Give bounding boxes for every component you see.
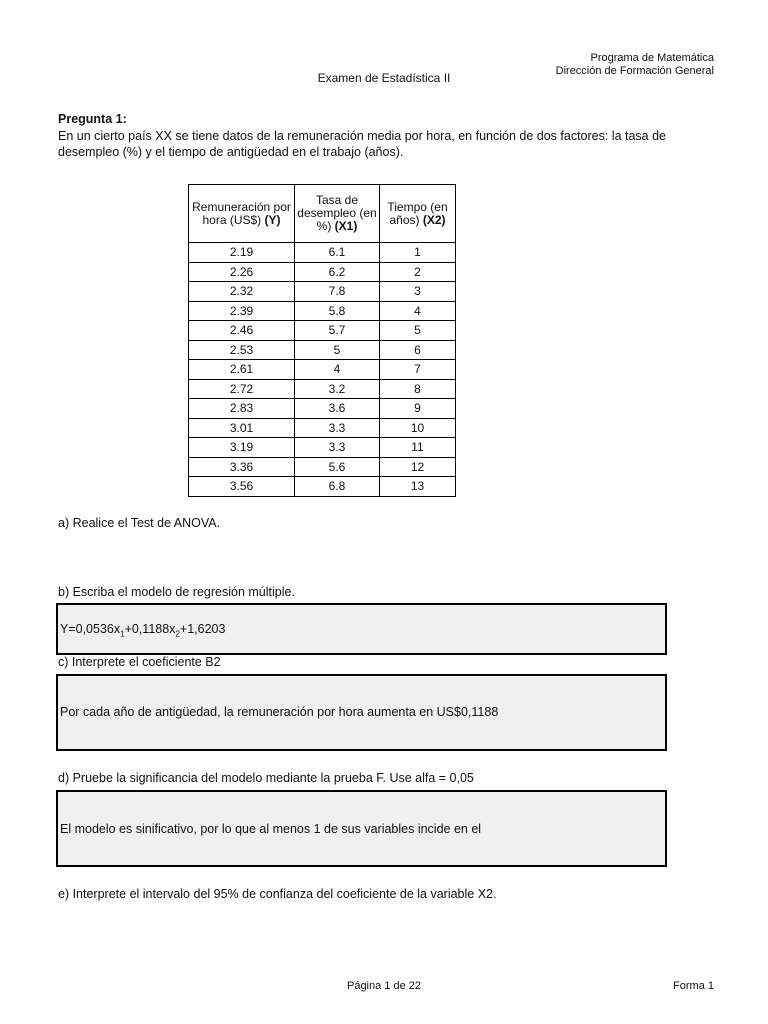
cell-x2: 9: [380, 399, 456, 419]
table-row: [189, 321, 456, 341]
part-a-prompt: a) Realice el Test de ANOVA.: [58, 516, 221, 530]
cell-x1: 6.8: [295, 477, 380, 497]
table-row: [189, 262, 456, 282]
form-label: Forma 1: [673, 980, 714, 992]
cell-x1: 5.8: [295, 301, 380, 321]
table-header-row: [189, 185, 456, 243]
program-name: Programa de Matemática: [590, 52, 714, 64]
table-row: [189, 243, 456, 263]
cell-x1: 6.2: [295, 262, 380, 282]
table-row: [189, 282, 456, 302]
cell-x1: 3.3: [295, 418, 380, 438]
table-row: [189, 418, 456, 438]
cell-x1: 6.1: [295, 243, 380, 263]
part-e-prompt: e) Interprete el intervalo del 95% de confianza del coeficiente de la variable X2.: [58, 887, 497, 901]
cell-x2: 8: [380, 379, 456, 399]
cell-x1: 5.6: [295, 457, 380, 477]
cell-x1: 3.6: [295, 399, 380, 419]
cell-x2: 5: [380, 321, 456, 341]
cell-y: 3.36: [189, 457, 295, 477]
cell-y: 3.19: [189, 438, 295, 458]
exam-title: Examen de Estadística II: [317, 71, 451, 85]
table-row: [189, 301, 456, 321]
part-d-answer: El modelo es sinificativo, por lo que al menos 1 de sus variables incide en el: [60, 822, 482, 836]
cell-y: 2.19: [189, 243, 295, 263]
cell-x1: 5.7: [295, 321, 380, 341]
header-tasa-desempleo: Tasa de desempleo (en %) (X1): [295, 185, 380, 243]
table-row: [189, 360, 456, 380]
part-b-answer-box[interactable]: [56, 603, 667, 655]
cell-y: 2.32: [189, 282, 295, 302]
cell-y: 2.39: [189, 301, 295, 321]
direction-name: Dirección de Formación General: [555, 65, 714, 77]
part-c-answer-box[interactable]: [56, 674, 667, 751]
cell-x1: 3.2: [295, 379, 380, 399]
part-b-prompt: b) Escriba el modelo de regresión múltiple.: [58, 585, 295, 599]
question-text: En un cierto país XX se tiene datos de la remuneración media por hora, en función de dos factores: la tasa de desempleo (%) y el tiempo de antigüedad en el trabajo (años).: [58, 129, 667, 159]
part-d-answer-box[interactable]: [56, 790, 667, 867]
header-tiempo: Tiempo (en años) (X2): [380, 185, 456, 243]
cell-x2: 12: [380, 457, 456, 477]
cell-x1: 7.8: [295, 282, 380, 302]
cell-x2: 1: [380, 243, 456, 263]
cell-x2: 3: [380, 282, 456, 302]
cell-x1: 4: [295, 360, 380, 380]
cell-x1: 3.3: [295, 438, 380, 458]
cell-x1: 5: [295, 340, 380, 360]
cell-x2: 4: [380, 301, 456, 321]
cell-y: 3.56: [189, 477, 295, 497]
cell-x2: 7: [380, 360, 456, 380]
table-row: [189, 438, 456, 458]
table-row: [189, 340, 456, 360]
part-c-prompt: c) Interprete el coeficiente B2: [58, 655, 221, 669]
table-row: [189, 379, 456, 399]
cell-y: 3.01: [189, 418, 295, 438]
data-table: [188, 184, 456, 497]
question-label: Pregunta 1:: [58, 112, 127, 126]
table-row: [189, 399, 456, 419]
cell-y: 2.72: [189, 379, 295, 399]
cell-y: 2.46: [189, 321, 295, 341]
cell-x2: 11: [380, 438, 456, 458]
cell-x2: 13: [380, 477, 456, 497]
part-c-answer: Por cada año de antigüedad, la remuneración por hora aumenta en US$0,1188: [60, 705, 499, 719]
part-b-answer: $Y=0,0536x_1+0,1188x_2+1,6203$: [60, 622, 226, 639]
cell-x2: 2: [380, 262, 456, 282]
cell-y: 2.26: [189, 262, 295, 282]
table-row: [189, 477, 456, 497]
page-number: Página 1 de 22: [346, 980, 421, 992]
cell-y: 2.53: [189, 340, 295, 360]
header-remuneracion: Remuneración por hora (US$) (Y): [189, 185, 295, 243]
table-row: [189, 457, 456, 477]
cell-y: 2.61: [189, 360, 295, 380]
cell-x2: 6: [380, 340, 456, 360]
cell-y: 2.83: [189, 399, 295, 419]
cell-x2: 10: [380, 418, 456, 438]
part-d-prompt: d) Pruebe la significancia del modelo mediante la prueba F. Use alfa = 0,05: [58, 771, 474, 785]
